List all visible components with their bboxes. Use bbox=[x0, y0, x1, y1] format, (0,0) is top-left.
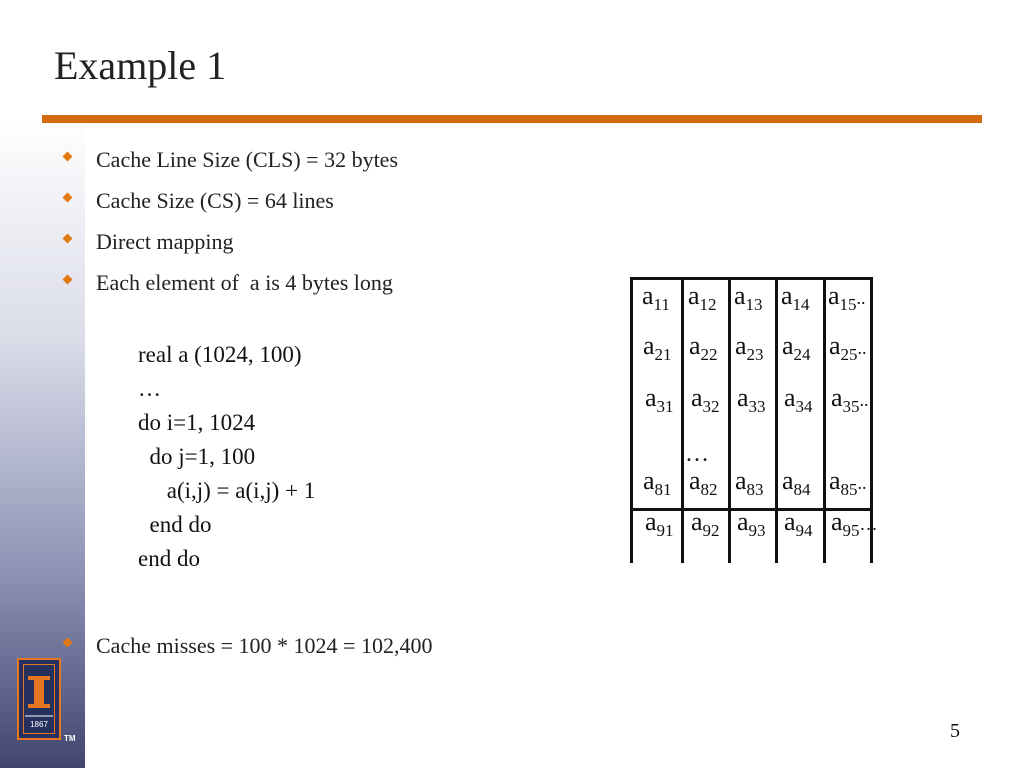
element-subscript: 31 bbox=[656, 397, 674, 416]
matrix-element bbox=[643, 466, 672, 499]
element-subscript: 91 bbox=[656, 521, 674, 540]
university-logo bbox=[17, 658, 61, 740]
element-base: a bbox=[689, 466, 701, 495]
code-line: … bbox=[138, 376, 161, 401]
element-subscript: 14 bbox=[792, 295, 810, 314]
element-base: a bbox=[781, 281, 793, 310]
matrix-element bbox=[734, 281, 763, 314]
row-ellipsis: … bbox=[685, 441, 711, 467]
matrix-element bbox=[689, 466, 718, 499]
element-base: a bbox=[643, 466, 655, 495]
element-subscript: 33 bbox=[748, 397, 766, 416]
row-continuation: .. bbox=[857, 338, 867, 358]
element-subscript: 94 bbox=[795, 521, 813, 540]
matrix-element bbox=[784, 383, 813, 416]
element-base: a bbox=[735, 466, 747, 495]
element-subscript: 23 bbox=[746, 345, 764, 364]
row-continuation: .. bbox=[857, 473, 867, 493]
element-base: a bbox=[831, 507, 843, 536]
code-line: do j=1, 100 bbox=[138, 444, 256, 469]
element-base: a bbox=[645, 507, 657, 536]
slide-title: Example 1 bbox=[54, 43, 227, 88]
element-base: a bbox=[737, 383, 749, 412]
element-subscript: 21 bbox=[654, 345, 672, 364]
element-subscript: 83 bbox=[746, 480, 764, 499]
element-subscript: 34 bbox=[795, 397, 813, 416]
element-subscript: 11 bbox=[653, 295, 670, 314]
matrix-element bbox=[691, 383, 720, 416]
element-base: a bbox=[691, 507, 703, 536]
element-base: a bbox=[689, 331, 701, 360]
element-subscript: 35 bbox=[842, 397, 860, 416]
matrix-element bbox=[831, 507, 878, 540]
matrix-element bbox=[737, 383, 766, 416]
matrix-element bbox=[643, 331, 672, 364]
element-subscript: 24 bbox=[793, 345, 811, 364]
element-subscript: 25 bbox=[840, 345, 858, 364]
element-subscript: 93 bbox=[748, 521, 766, 540]
bullet-text: Cache Line Size (CLS) = 32 bytes bbox=[96, 147, 399, 172]
element-subscript: 15 bbox=[839, 295, 857, 314]
row-continuation: .. bbox=[856, 288, 866, 308]
matrix-element bbox=[689, 331, 718, 364]
element-base: a bbox=[643, 331, 655, 360]
code-line: end do bbox=[138, 512, 212, 537]
diamond-bullet-icon bbox=[63, 192, 73, 202]
bullet-text: Cache Size (CS) = 64 lines bbox=[96, 188, 334, 213]
matrix-element bbox=[828, 281, 866, 314]
element-base: a bbox=[784, 383, 796, 412]
matrix-element bbox=[645, 507, 674, 540]
grid-column-divider bbox=[728, 277, 731, 563]
element-subscript: 82 bbox=[700, 480, 718, 499]
title-underline bbox=[42, 115, 982, 123]
matrix-element bbox=[781, 281, 810, 314]
bullet-item bbox=[64, 187, 334, 215]
row-continuation: … bbox=[859, 514, 878, 534]
code-line: a(i,j) = a(i,j) + 1 bbox=[138, 478, 316, 503]
matrix-element bbox=[829, 331, 867, 364]
grid-column-divider bbox=[630, 277, 633, 563]
element-base: a bbox=[829, 331, 841, 360]
matrix-element bbox=[831, 383, 869, 416]
bullet-item bbox=[64, 269, 393, 297]
element-base: a bbox=[691, 383, 703, 412]
grid-column-divider bbox=[681, 277, 684, 563]
diamond-bullet-icon bbox=[63, 637, 73, 647]
bullet-item bbox=[64, 632, 432, 660]
element-base: a bbox=[642, 281, 654, 310]
code-line: end do bbox=[138, 546, 200, 571]
bullet-item bbox=[64, 146, 398, 174]
matrix-element bbox=[829, 466, 867, 499]
element-subscript: 92 bbox=[702, 521, 720, 540]
element-base: a bbox=[737, 507, 749, 536]
element-subscript: 85 bbox=[840, 480, 858, 499]
matrix-element bbox=[782, 466, 811, 499]
page-number: 5 bbox=[950, 720, 960, 742]
element-subscript: 95 bbox=[842, 521, 860, 540]
element-base: a bbox=[645, 383, 657, 412]
element-subscript: 84 bbox=[793, 480, 811, 499]
element-base: a bbox=[829, 466, 841, 495]
element-base: a bbox=[735, 331, 747, 360]
bullet-text: Each element of a is 4 bytes long bbox=[96, 270, 393, 295]
grid-column-divider bbox=[775, 277, 778, 563]
matrix-element bbox=[784, 507, 813, 540]
matrix-element bbox=[737, 507, 766, 540]
element-subscript: 22 bbox=[700, 345, 718, 364]
element-subscript: 12 bbox=[699, 295, 717, 314]
element-base: a bbox=[688, 281, 700, 310]
cache-misses-text: Cache misses = 100 * 1024 = 102,400 bbox=[96, 633, 433, 658]
matrix-element bbox=[782, 331, 811, 364]
element-base: a bbox=[782, 466, 794, 495]
element-subscript: 13 bbox=[745, 295, 763, 314]
element-subscript: 32 bbox=[702, 397, 720, 416]
element-base: a bbox=[831, 383, 843, 412]
bullet-item bbox=[64, 228, 233, 256]
code-line: real a (1024, 100) bbox=[138, 342, 302, 367]
grid-column-divider bbox=[823, 277, 826, 563]
element-base: a bbox=[828, 281, 840, 310]
matrix-element bbox=[735, 331, 764, 364]
matrix-element bbox=[645, 383, 674, 416]
logo-year: 1867 bbox=[30, 720, 48, 729]
matrix-element bbox=[735, 466, 764, 499]
element-base: a bbox=[782, 331, 794, 360]
code-line: do i=1, 1024 bbox=[138, 410, 256, 435]
diamond-bullet-icon bbox=[63, 233, 73, 243]
grid-top-border bbox=[630, 277, 873, 280]
diamond-bullet-icon bbox=[63, 151, 73, 161]
element-base: a bbox=[734, 281, 746, 310]
trademark-label: TM bbox=[64, 734, 76, 743]
row-continuation: .. bbox=[859, 390, 869, 410]
element-base: a bbox=[784, 507, 796, 536]
bullet-text: Direct mapping bbox=[96, 229, 234, 254]
matrix-element bbox=[642, 281, 670, 314]
matrix-element bbox=[691, 507, 720, 540]
matrix-element bbox=[688, 281, 717, 314]
diamond-bullet-icon bbox=[63, 274, 73, 284]
element-subscript: 81 bbox=[654, 480, 672, 499]
